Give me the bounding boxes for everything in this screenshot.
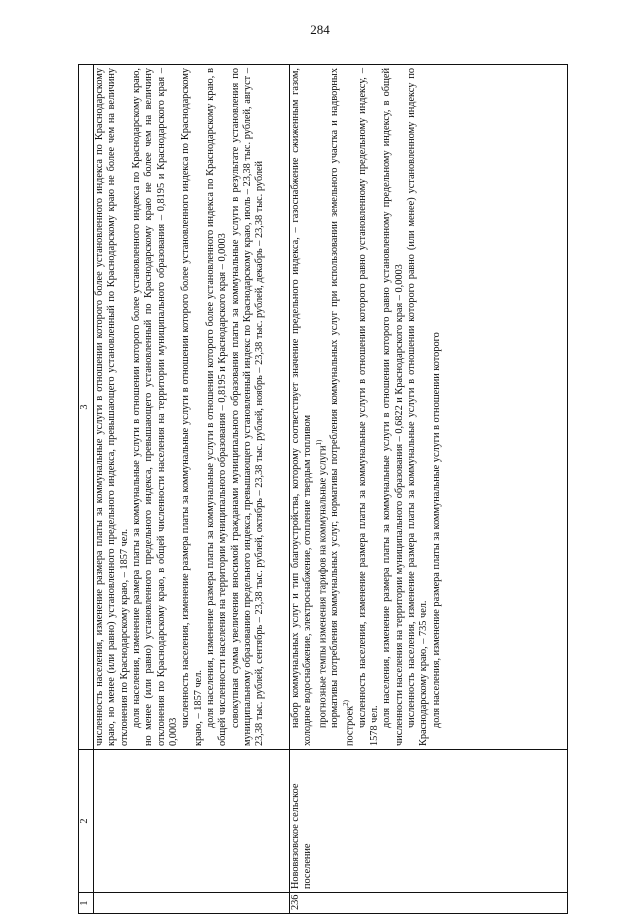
municipality-name xyxy=(94,750,290,893)
table-sheet xyxy=(78,64,564,914)
detail-paragraph: доля населения, изменение размера платы за коммунальные услуги в отношении которого равно установленному предельному индексу, в общей численности населения на территории муниципального образования – 0,6822 и Краснодарского края – 0,0003 xyxy=(381,68,405,746)
indices-table xyxy=(78,64,568,914)
detail-paragraph: численность населения, изменение размера платы за коммунальные услуги в отношении которого равно установленному предельному индексу, – 1578 чел. xyxy=(356,68,380,746)
detail-paragraph: численность населения, изменение размера платы за коммунальные услуги в отношении которого более установленного индекса по Краснодарскому краю, – 1857 чел. xyxy=(180,68,204,746)
header-col-1: 1 xyxy=(79,893,94,914)
detail-paragraph: численность населения, изменение размера платы за коммунальные услуги в отношении которого равно (или менее) установленному индексу по Краснодарскому краю, – 735 чел. xyxy=(405,68,430,746)
table-row xyxy=(94,65,290,914)
detail-paragraph: совокупная сумма увеличения вносимой гражданами муниципального образования платы за коммунальные услуги в результате установления по муниципальному образованию предельного индекса, превышающего установленный индекс по Краснодарскому краю, июль – 23,38 тыс. рублей, август – 23,38 тыс. рублей, сентябрь – 23,38 тыс. рублей, октябрь – 23,38 тыс. рублей, ноябрь – 23,38 тыс. рублей, декабрь – 23,38 тыс. рублей xyxy=(229,68,266,746)
header-col-3: 3 xyxy=(79,65,94,750)
page-number: 284 xyxy=(310,22,330,37)
detail-paragraph xyxy=(329,68,356,746)
detail-paragraph: набор коммунальных услуг и тип благоустройства, которому соответствует значение предельного индекса, – газоснабжение сжиженным газом, холодное водоснабжение, электроснабжение, отопление твердым топливом xyxy=(290,68,314,746)
row-details xyxy=(94,65,290,750)
footnote-mark: 1) xyxy=(314,439,323,446)
detail-text: прогнозные темпы изменения тарифов на коммунальные услуги xyxy=(317,445,329,728)
detail-paragraph xyxy=(315,68,330,746)
table-row xyxy=(290,65,568,914)
row-number: 236 xyxy=(290,893,568,914)
detail-paragraph: доля населения, изменение размера платы за коммунальные услуги в отношении которого более установленного индекса по Краснодарскому краю, но менее (или равно) установленного предельного индекса, превышающего установленный по Краснодарскому краю не более чем на величину отклонения по Краснодарскому краю, в общей численности населения на территории муниципального образования – 0,8195 и Краснодарского края – 0,0003 xyxy=(131,68,180,746)
municipality-name: Нововязовское сельское поселение xyxy=(290,750,568,893)
row-details xyxy=(290,65,568,750)
row-number xyxy=(94,893,290,914)
rotated-table-frame xyxy=(78,64,564,914)
footnote-mark: 2) xyxy=(341,700,350,706)
detail-paragraph: доля населения, изменение размера платы за коммунальные услуги в отношении которого xyxy=(430,332,442,728)
detail-paragraph: доля населения, изменение размера платы за коммунальные услуги в отношении которого более установленного индекса по Краснодарскому краю, в общей численности населения на территории муниципального образования – 0,8195 и Краснодарского края – 0,0003 xyxy=(205,68,229,746)
header-col-2: 2 xyxy=(79,750,94,893)
detail-paragraph: численность населения, изменение размера платы за коммунальные услуги в отношении которого более установленного индекса по Краснодарскому краю, но менее (или равно) установленного предельного индекса, превышающего установленный по Краснодарскому краю не более чем на величину отклонения по Краснодарскому краю, – 1857 чел. xyxy=(94,68,130,746)
table-header-row xyxy=(79,65,94,914)
detail-text: нормативы потребления коммунальных услуг, нормативы потребления коммунальных услуг при использовании земельного участка и надворных построек xyxy=(329,68,356,746)
